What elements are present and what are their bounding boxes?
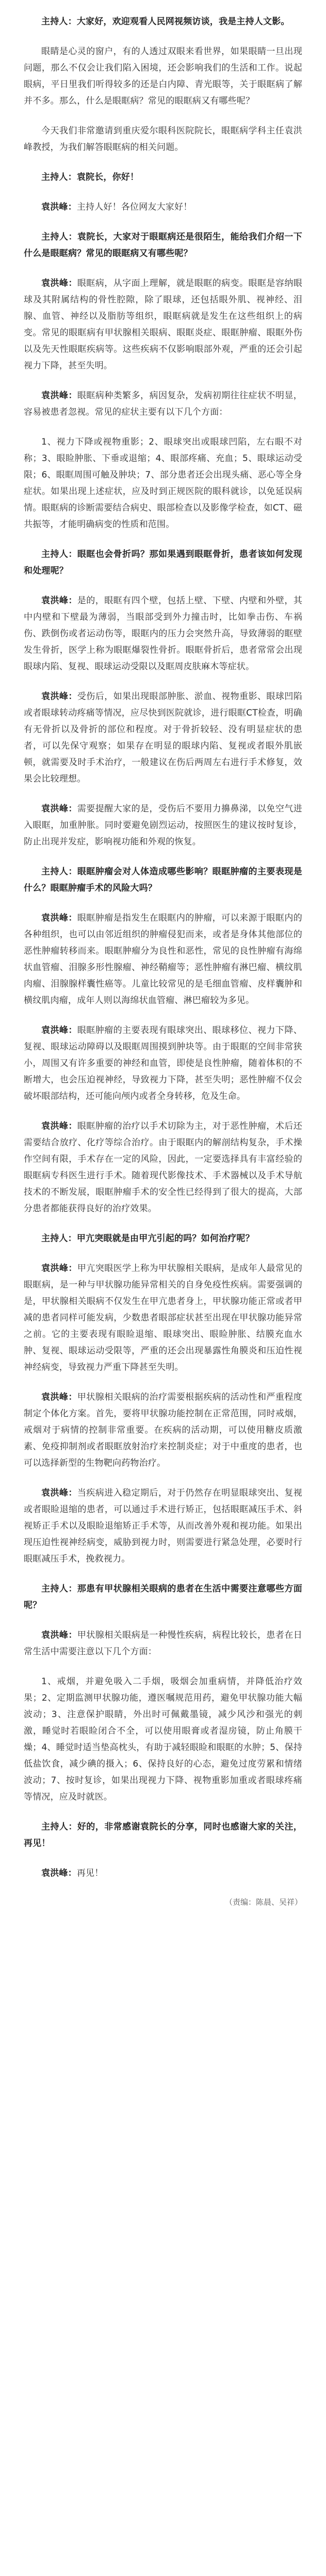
body-paragraph [24,123,302,156]
speaker-label: 主持人： [41,1584,77,1594]
guest-line [24,592,302,675]
guest-answer: 受伤后，如果出现眼部肿胀、淤血、视物重影、眼球凹陷或者眼球转动疼痛等情况，应尽快到医院就诊，进行眼眶CT检查，明确有无骨折以及骨折的部位和程度。对于骨折较轻、没有明显症状的患者，可以先保守观察；如果存在明显的眼球内陷、复视或者眼外肌嵌顿，就需要及时手术治疗，一般建议在伤后两周左右进行手术修复，效果会比较理想。 [24,691,302,784]
guest-line [24,1260,302,1376]
speaker-label: 主持人： [41,172,77,182]
guest-answer: 主持人好！各位网友大家好！ [76,202,192,212]
speaker-label: 主持人： [41,1822,77,1832]
guest-answer: 眼眶肿瘤的治疗以手术切除为主，对于恶性肿瘤，术后还需要结合放疗、化疗等综合治疗。由于眼眶内的解剖结构复杂，手术操作空间有限，手术存在一定的风险，因此，一定要选择具有丰富经验的眼眶病专科医生进行手术。随着现代影像技术、手术器械以及手术导航技术的不断发展，眼眶肿瘤手术的安全性已经得到了很大的提高，大部分患者都能获得良好的治疗效果。 [24,1121,302,1214]
speaker-label: 袁洪峰： [41,804,77,814]
host-question: 大家好，欢迎观看人民网视频访谈，我是主持人文影。 [76,16,290,27]
host-question: 甲亢突眼就是由甲亢引起的吗？如何治疗呢？ [76,1233,254,1244]
guest-line [24,275,302,374]
guest-answer: 甲状腺相关眼病是一种慢性疾病，病程比较长，患者在日常生活中需要注意以下几个方面： [24,1630,302,1657]
speaker-label: 袁洪峰： [41,1392,77,1402]
guest-answer: 是的，眼眶有四个壁，包括上壁、下壁、内壁和外壁，其中内壁和下壁最为薄弱，当眼部受到外力撞击时，比如拳击伤、车祸伤、跌倒伤或者运动伤等，眼眶内的压力会突然升高，导致薄弱的眶壁发生骨折，医学上称为眼眶爆裂性骨折。眼眶骨折后，患者常常会出现眼球内陷、复视、眼球运动受限以及眶周皮肤麻木等症状。 [24,596,302,672]
host-line [24,1581,302,1614]
guest-answer: 当疾病进入稳定期后，对于仍然存在明显眼球突出、复视或者眼睑退缩的患者，可以通过手术进行矫正，包括眼眶减压手术、斜视矫正手术以及眼睑退缩矫正手术等，从而改善外观和视功能。如果出现压迫性视神经病变，威胁到视力时，则需要进行紧急处理，必要时行眼眶减压手术，挽救视力。 [24,1488,302,1564]
editor-credit: （责编：陈晨、吴祥） [224,1897,302,1907]
guest-line [24,1627,302,1660]
body-paragraph [24,43,302,109]
guest-answer: 眼眶病，从字面上理解，就是眼眶的病变。眼眶是容纳眼球及其附属结构的骨性腔隙，除了眼球，还包括眼外肌、视神经、泪腺、血管、神经以及脂肪等组织，眼眶病就是发生在这些组织上的病变。常见的眼眶病有甲状腺相关眼病、眼眶炎症、眼眶肿瘤、眼眶外伤以及先天性眼眶疾病等。这些疾病不仅影响眼部外观，严重的还会引起视力下降，甚至失明。 [24,278,302,371]
host-question: 袁院长，大家对于眼眶病还是很陌生，能给我们介绍一下什么是眼眶病？常见的眼眶病又有哪些呢？ [24,232,302,259]
paragraph-text: 1、戒烟，并避免吸入二手烟，吸烟会加重病情，并降低治疗效果；2、定期监测甲状腺功能，遵医嘱规范用药，避免甲状腺功能大幅波动；3、注意保护眼睛，外出时可佩戴墨镜，减少风沙和强光的刺激，睡觉时若眼睑闭合不全，可以使用眼膏或者湿房镜，防止角膜干燥；4、睡觉时适当垫高枕头，有助于减轻眼睑和眼眶的水肿；5、保持低盐饮食，减少碘的摄入；6、保持良好的心态，避免过度劳累和情绪波动；7、按时复诊，如果出现视力下降、视物重影加重或者眼球疼痛等情况，应及时就医。 [24,1676,302,1802]
guest-answer: 需要提醒大家的是，受伤后不要用力擤鼻涕，以免空气进入眼眶，加重肿胀。同时要避免剧烈运动，按照医生的建议按时复诊，防止出现并发症，影响视功能和外观的恢复。 [24,804,302,847]
speaker-label: 主持人： [41,16,77,27]
guest-answer: 眼眶肿瘤是指发生在眼眶内的肿瘤，可以来源于眼眶内的各种组织，也可以由邻近组织的肿瘤侵犯而来，或者是身体其他部位的恶性肿瘤转移而来。眼眶肿瘤分为良性和恶性，常见的良性肿瘤有海绵状血管瘤、泪腺多形性腺瘤、神经鞘瘤等；恶性肿瘤有淋巴瘤、横纹肌肉瘤、泪腺腺样囊性癌等。儿童比较常见的是毛细血管瘤、皮样囊肿和横纹肌肉瘤，成年人则以海绵状血管瘤、淋巴瘤较为多见。 [24,913,302,1006]
speaker-label: 袁洪峰： [41,1488,77,1498]
speaker-label: 主持人： [41,1233,77,1244]
guest-answer: 甲状腺相关眼病的治疗需要根据疾病的活动性和严重程度制定个体化方案。首先，要将甲状腺功能控制在正常范围，同时戒烟，戒烟对于病情的控制非常重要。在疾病的活动期，可以使用糖皮质激素、免疫抑制剂或者眼眶放射治疗来控制炎症；对于中重度的患者，也可以选择新型的生物靶向药物治疗。 [24,1392,302,1468]
host-line [24,229,302,262]
speaker-label: 袁洪峰： [41,1263,77,1274]
paragraph-text: 眼睛是心灵的窗户，有的人透过双眼来看世界，如果眼睛一旦出现问题，那么不仅会让我们陷入困境，还会影响我们的生活和工作。说起眼病，平日里我们听得较多的还是白内障、青光眼等，关于眼眶病了解并不多。那么，什么是眼眶病？常见的眼眶病又有哪些呢？ [24,46,302,106]
guest-line [24,910,302,1009]
speaker-label: 袁洪峰： [41,202,77,212]
host-question: 袁院长，你好！ [76,172,139,182]
guest-line [24,1865,302,1882]
speaker-label: 主持人： [41,867,77,877]
host-line [24,1819,302,1852]
guest-line [24,801,302,850]
guest-line [24,387,302,420]
host-question: 那患有甲状腺相关眼病的患者在生活中需要注意哪些方面呢？ [24,1584,302,1611]
guest-line [24,1485,302,1567]
speaker-label: 袁洪峰： [41,1025,77,1036]
guest-answer: 甲亢突眼医学上称为甲状腺相关眼病，是成年人最常见的眼眶病，是一种与甲状腺功能异常相关的自身免疫性疾病。需要强调的是，甲状腺相关眼病不仅发生在甲亢患者身上，甲状腺功能正常或者甲减的患者同样可能发病，少数患者眼部症状甚至出现在甲状腺功能异常之前。它的主要表现有眼睑退缩、眼球突出、眼睑肿胀、结膜充血水肿、复视、眼球运动受限等，严重的还会出现暴露性角膜炎和压迫性视神经病变，导致视力严重下降甚至失明。 [24,1263,302,1372]
paragraph-text: 1、视力下降或视物重影；2、眼球突出或眼球凹陷，左右眼不对称；3、眼睑肿胀、下垂或退缩；4、眼部疼痛、充血；5、眼球运动受限；6、眼眶周围可触及肿块；7、部分患者还会出现头痛、恶心等全身症状。如果出现上述症状，应及时到正规医院的眼科就诊，以免延误病情。眼眶病的诊断需要结合病史、眼部检查以及影像学检查，如CT、磁共振等，才能明确病变的性质和范围。 [24,437,302,530]
host-line [24,546,302,579]
speaker-label: 袁洪峰： [41,1121,77,1131]
host-question: 眼眶肿瘤会对人体造成哪些影响？眼眶肿瘤的主要表现是什么？眼眶肿瘤手术的风险大吗？ [24,867,302,893]
guest-line [24,1022,302,1105]
body-paragraph [24,1673,302,1805]
host-question: 眼眶也会骨折吗？那如果遇到眼眶骨折，患者该如何发现和处理呢？ [24,549,302,576]
paragraph-text: 今天我们非常邀请到重庆爱尔眼科医院院长，眼眶病学科主任袁洪峰教授，为我们解答眼眶病的相关问题。 [24,126,302,152]
speaker-label: 袁洪峰： [41,596,77,606]
host-line [24,1230,302,1247]
speaker-label: 袁洪峰： [41,1630,77,1640]
speaker-label: 主持人： [41,549,77,560]
host-question: 好的，非常感谢袁院长的分享，同时也感谢大家的关注，再见！ [24,1822,302,1849]
host-line [24,169,302,185]
guest-line [24,199,302,215]
speaker-label: 袁洪峰： [41,1868,77,1878]
host-line [24,863,302,896]
guest-line [24,688,302,787]
speaker-label: 袁洪峰： [41,278,77,289]
speaker-label: 袁洪峰： [41,691,77,702]
guest-answer: 再见！ [76,1868,104,1878]
guest-line [24,1389,302,1471]
guest-answer: 眼眶肿瘤的主要表现有眼球突出、眼球移位、视力下降、复视、眼球运动障碍以及眼眶周围摸到肿块等。由于眼眶的空间非常狭小，周围又有许多重要的神经和血管，即使是良性肿瘤，随着体积的不断增大，也会压迫视神经，导致视力下降，甚至失明；恶性肿瘤不仅会破坏眼部结构，还可能向颅内或者全身转移，危及生命。 [24,1025,302,1101]
body-paragraph [24,434,302,533]
speaker-label: 主持人： [41,232,77,242]
host-line [24,13,302,30]
guest-answer: 眼眶病种类繁多，病因复杂，发病初期往往症状不明显，容易被患者忽视。常见的症状主要有以下几个方面： [24,391,302,417]
speaker-label: 袁洪峰： [41,391,77,401]
speaker-label: 袁洪峰： [41,913,77,923]
guest-line [24,1118,302,1217]
